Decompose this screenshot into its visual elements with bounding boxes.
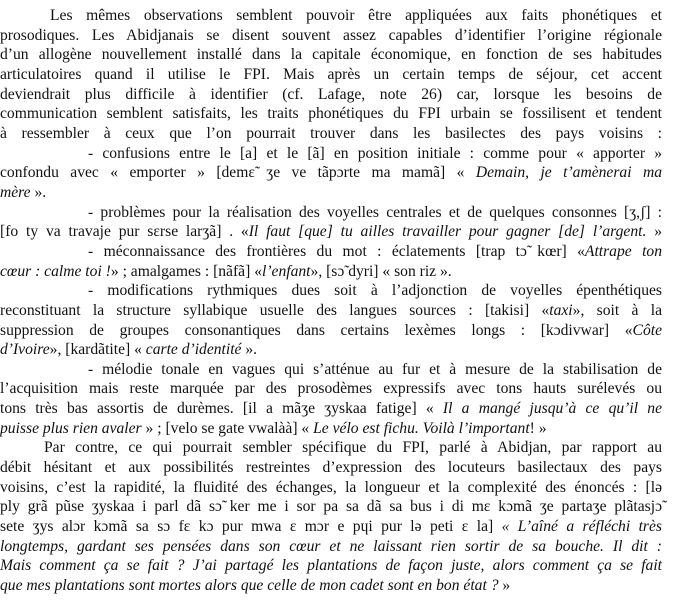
text-line (0, 458, 662, 478)
text-line (0, 576, 662, 596)
italic-text: l’enfant (262, 262, 311, 280)
document-body (0, 6, 662, 596)
text-span: l’acquisition mais reste marquée par des prosodèmes expressifs avec tons hauts surélevés ou (0, 380, 662, 398)
text-line (0, 144, 662, 164)
text-span: », [kardãtite] « (49, 341, 146, 359)
italic-text: cœur : calme toi ! (0, 262, 111, 280)
italic-text: longtemps, gardant ses pensées dans son cœur et ne laissant rien sortir de sa bouche. Il dit : (0, 537, 662, 555)
italic-text: Il a mangé jusqu’à ce qu’il ne (442, 400, 662, 418)
italic-text: Mais comment ça se fait ? J’ai partagé les plantations de façon juste, alors comment ça se fait (0, 557, 662, 575)
text-line (0, 556, 662, 576)
text-line (0, 419, 662, 439)
italic-text: que mes plantations sont mortes alors que celle de mon cadet sont en bon état ? (0, 577, 499, 595)
text-span: d’un allogène nouvellement installé dans la capitale économique, en fonction de ses habitudes (0, 46, 662, 64)
text-span: sete ʒys alɔr kɔmã sa sɔ fɛ kɔ pur mwa ɛ mɔr e pɥi pur lə peti ɛ la] (0, 518, 502, 536)
text-line (0, 262, 662, 282)
italic-text: d’Ivoire (0, 341, 50, 359)
text-span: Par contre, ce qui pourrait sembler spécifique du FPI, parlé à Abidjan, par rapport au (44, 439, 662, 457)
text-line (0, 183, 662, 203)
italic-text: mère (0, 183, 31, 201)
text-line (0, 478, 662, 498)
text-span: - méconnaissance des frontières du mot : éclatements [trap tɔ̃ kœr] « (88, 242, 585, 260)
text-line (0, 438, 662, 458)
text-span: - confusions entre le [a] et le [ã] en position initiale : comme pour « apporter » (88, 144, 662, 162)
text-line (0, 537, 662, 557)
text-line (0, 399, 662, 419)
text-span: » (646, 223, 662, 241)
text-line (0, 26, 662, 46)
italic-text: « L’aîné a réfléchi très (501, 518, 662, 536)
text-line (0, 379, 662, 399)
italic-text: Attrape ton (584, 242, 662, 260)
text-line (0, 124, 662, 144)
text-span: communication semblent satisfaits, les traits phonétiques du FPI urbain se fossilisent et tendent (0, 105, 662, 123)
text-span: [fo ty va travaje pur sɛrse larʒã] . « (0, 223, 249, 241)
text-line (0, 360, 662, 380)
text-line (0, 85, 662, 105)
text-line (0, 65, 662, 85)
italic-text: Demain, je t’amènerai ma (475, 164, 663, 182)
text-span: reconstituant la structure syllabique usuelle des langues sources : [takisi] « (0, 301, 550, 319)
text-span: Les mêmes observations semblent pouvoir être appliquées aux faits phonétiques et (50, 7, 662, 24)
text-span: - problèmes pour la réalisation des voyelles centrales et de quelques consonnes [ʒ,ʃ] : (88, 203, 662, 221)
text-span: ». (241, 341, 258, 359)
italic-text: carte d’identité (145, 341, 242, 359)
text-span: », [sɔ̃ dyri] « son riz ». (310, 262, 452, 280)
text-line (0, 517, 662, 537)
text-span: ply grã pũse ʒyskaa i parl dã sɔ̃ ker me i sor pa sa dã sa bus i di mɛ kɔmã ʒe partaʒe plãtasjɔ̃ (0, 498, 662, 516)
text-line (0, 6, 662, 26)
text-span: ». (30, 183, 47, 201)
italic-text: taxi (549, 301, 573, 319)
text-span: » ; amalgames : [nãfã] « (110, 262, 262, 280)
italic-text: puisse plus rien avaler (0, 419, 142, 437)
text-span: voisins, c’est la rapidité, la fluidité des échanges, la longueur et la complexité des énoncés : [lə (0, 478, 662, 496)
italic-text: Il faut [que] tu ailles travailler pour gagner [de] l’argent. (248, 223, 647, 241)
text-span: - mélodie tonale en vagues qui s’atténue au fur et à mesure de la stabilisation de (88, 360, 662, 378)
italic-text: Le vélo est fichu. Voilà l’important (313, 419, 530, 437)
text-span: deviendrait plus difficile à identifier (cf. Lafage, note 26) car, lorsque les besoins de (0, 85, 662, 103)
text-span: confondu avec « emporter » [demɛ̃ ʒe ve tãpɔrte ma mamã] « (0, 164, 476, 182)
text-span: prosodiques. Les Abidjanais se disent souvent assez capables d’identifier l’origine régionale (0, 26, 662, 44)
text-line (0, 163, 662, 183)
text-span: » (498, 577, 511, 595)
text-span: - modifications rythmiques dues soit à l’adjonction de voyelles épenthétiques (88, 282, 662, 300)
text-line (0, 281, 662, 301)
text-span: articulatoires quand il utilise le FPI. Mais après un certain temps de séjour, cet accent (0, 65, 662, 83)
text-span: » ; [velo se gate vwalàà] « (141, 419, 314, 437)
text-span: », soit à la (572, 301, 662, 319)
italic-text: Côte (632, 321, 662, 339)
text-line (0, 104, 662, 124)
text-line (0, 203, 662, 223)
text-line (0, 242, 662, 262)
text-line (0, 321, 662, 341)
text-line (0, 222, 662, 242)
text-span: suppression de groupes consonantiques dans certains lexèmes longs : [kɔdivwar] « (0, 321, 633, 339)
text-span: à ressembler à ceux que l’on pourrait trouver dans les basilectes des pays voisins : (0, 124, 662, 142)
text-span: débit hésitant et aux possibilités restreintes d’expression des locuteurs basilectaux des pays (0, 459, 662, 477)
text-span: ! » (529, 419, 547, 437)
text-line (0, 340, 662, 360)
text-span: tons très bas assortis de durèmes. [il a mãʒe ʒyskaa fatige] « (0, 400, 443, 418)
text-line (0, 45, 662, 65)
text-line (0, 497, 662, 517)
text-line (0, 301, 662, 321)
